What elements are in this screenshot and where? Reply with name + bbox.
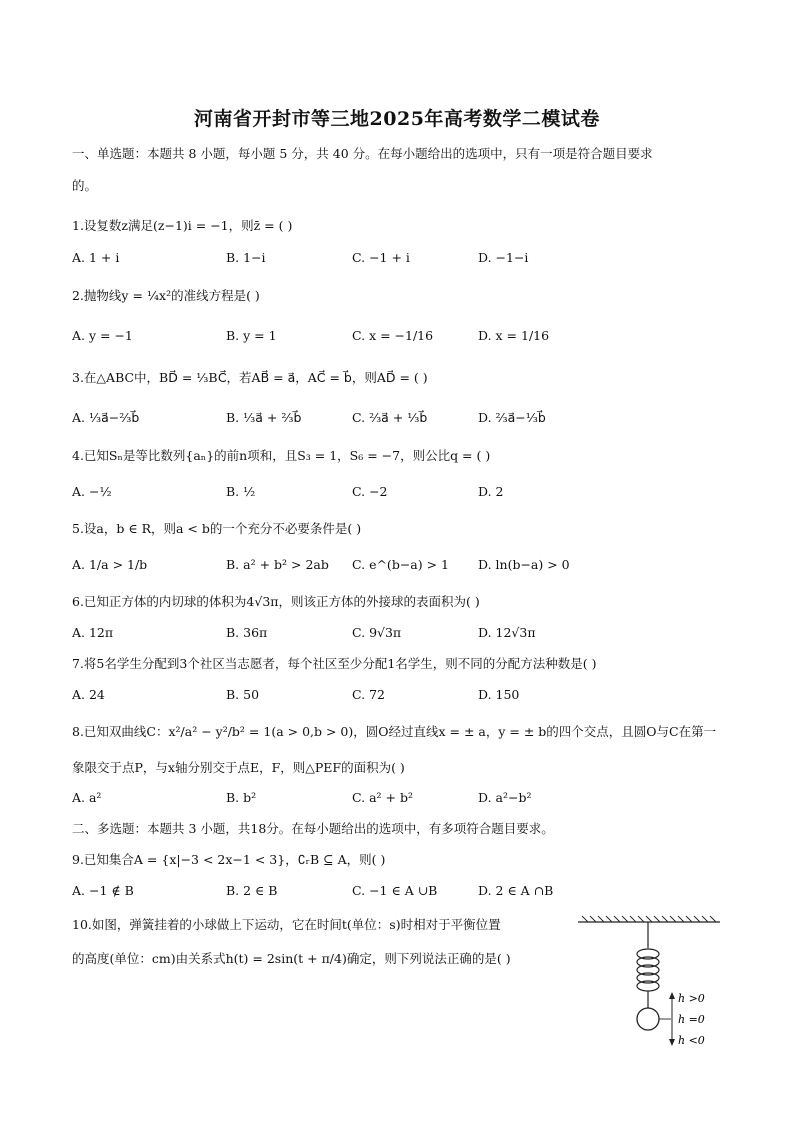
- q5-option-d: D. ln(b−a) > 0: [478, 557, 570, 572]
- q7-option-a: A. 24: [72, 687, 105, 702]
- q9-option-d: D. 2 ∈ A ∩B: [478, 883, 554, 898]
- q3-option-a: A. ⅓a⃗−⅔b⃗: [72, 410, 140, 425]
- q2-option-b: B. y = 1: [226, 328, 277, 343]
- q8-option-a: A. a²: [72, 790, 102, 805]
- q3-option-c: C. ⅔a⃗ + ⅓b⃗: [352, 410, 428, 425]
- question-10: 10.如图，弹簧挂着的小球做上下运动，它在时间t(单位：s)时相对于平衡位置: [72, 917, 501, 932]
- q2-option-a: A. y = −1: [72, 328, 133, 343]
- q7-option-b: B. 50: [226, 687, 260, 702]
- q6-option-a: A. 12π: [72, 625, 114, 640]
- q6-option-c: C. 9√3π: [352, 625, 402, 640]
- question-3: 3.在△ABC中，BD⃗ = ⅓BC⃗，若AB⃗ = a⃗，AC⃗ = b⃗，则AD⃗ = ( ): [72, 370, 428, 385]
- question-5: 5.设a，b ∈ R，则a < b的一个充分不必要条件是( ): [72, 521, 362, 536]
- question-8-cont: 象限交于点P，与x轴分别交于点E，F，则△PEF的面积为( ): [72, 760, 405, 775]
- page-title: 河南省开封市等三地2025年高考数学二模试卷: [194, 108, 600, 130]
- label-h-positive: h >0: [678, 992, 705, 1005]
- q3-option-d: D. ⅔a⃗−⅓b⃗: [478, 410, 546, 425]
- q8-option-c: C. a² + b²: [352, 790, 413, 805]
- question-4: 4.已知Sₙ是等比数列{aₙ}的前n项和，且S₃ = 1，S₆ = −7，则公比q = ( ): [72, 448, 491, 463]
- label-h-zero: h =0: [678, 1013, 705, 1026]
- q2-option-c: C. x = −1/16: [352, 328, 434, 343]
- label-h-negative: h <0: [678, 1034, 705, 1047]
- q9-option-b: B. 2 ∈ B: [226, 883, 278, 898]
- question-10-cont: 的高度(单位：cm)由关系式h(t) = 2sin(t + π/4)确定，则下列说法正确的是( ): [72, 951, 511, 966]
- question-9: 9.已知集合A = {x|−3 < 2x−1 < 3}，∁ᵣB ⊆ A，则( ): [72, 852, 386, 867]
- q7-option-d: D. 150: [478, 687, 520, 702]
- q1-option-b: B. 1−i: [226, 250, 266, 265]
- q5-option-a: A. 1/a > 1/b: [72, 557, 148, 572]
- spring-ball-figure: [574, 912, 724, 1052]
- q7-option-c: C. 72: [352, 687, 385, 702]
- question-1: 1.设复数z满足(z−1)i = −1，则z̄ = ( ): [72, 218, 293, 233]
- q9-option-a: A. −1 ∉ B: [72, 883, 134, 898]
- section1-heading: 一、单选题：本题共 8 小题，每小题 5 分，共 40 分。在每小题给出的选项中，只有一项是符合题目要求: [72, 146, 653, 161]
- q8-option-d: D. a²−b²: [478, 790, 532, 805]
- q1-option-c: C. −1 + i: [352, 250, 410, 265]
- q5-option-b: B. a² + b² > 2ab: [226, 557, 329, 572]
- question-8: 8.已知双曲线C：x²/a² − y²/b² = 1(a > 0,b > 0)，圆O经过直线x = ± a，y = ± b的四个交点，且圆O与C在第一: [72, 724, 717, 739]
- q1-option-d: D. −1−i: [478, 250, 529, 265]
- question-6: 6.已知正方体的内切球的体积为4√3π，则该正方体的外接球的表面积为( ): [72, 594, 480, 609]
- q6-option-d: D. 12√3π: [478, 625, 536, 640]
- q8-option-b: B. b²: [226, 790, 257, 805]
- q1-option-a: A. 1 + i: [72, 250, 120, 265]
- q6-option-b: B. 36π: [226, 625, 268, 640]
- q4-option-a: A. −½: [72, 484, 112, 499]
- q9-option-c: C. −1 ∈ A ∪B: [352, 883, 438, 898]
- question-7: 7.将5名学生分配到3个社区当志愿者，每个社区至少分配1名学生，则不同的分配方法种数是( ): [72, 656, 597, 671]
- q4-option-c: C. −2: [352, 484, 388, 499]
- section2-heading: 二、多选题：本题共 3 小题，共18分。在每小题给出的选项中，有多项符合题目要求。: [72, 821, 554, 836]
- q4-option-b: B. ½: [226, 484, 256, 499]
- q3-option-b: B. ⅓a⃗ + ⅔b⃗: [226, 410, 302, 425]
- section1-heading-cont: 的。: [72, 178, 98, 193]
- q4-option-d: D. 2: [478, 484, 504, 499]
- question-2: 2.抛物线y = ¼x²的准线方程是( ): [72, 288, 260, 303]
- q2-option-d: D. x = 1/16: [478, 328, 550, 343]
- q5-option-c: C. e^(b−a) > 1: [352, 557, 449, 572]
